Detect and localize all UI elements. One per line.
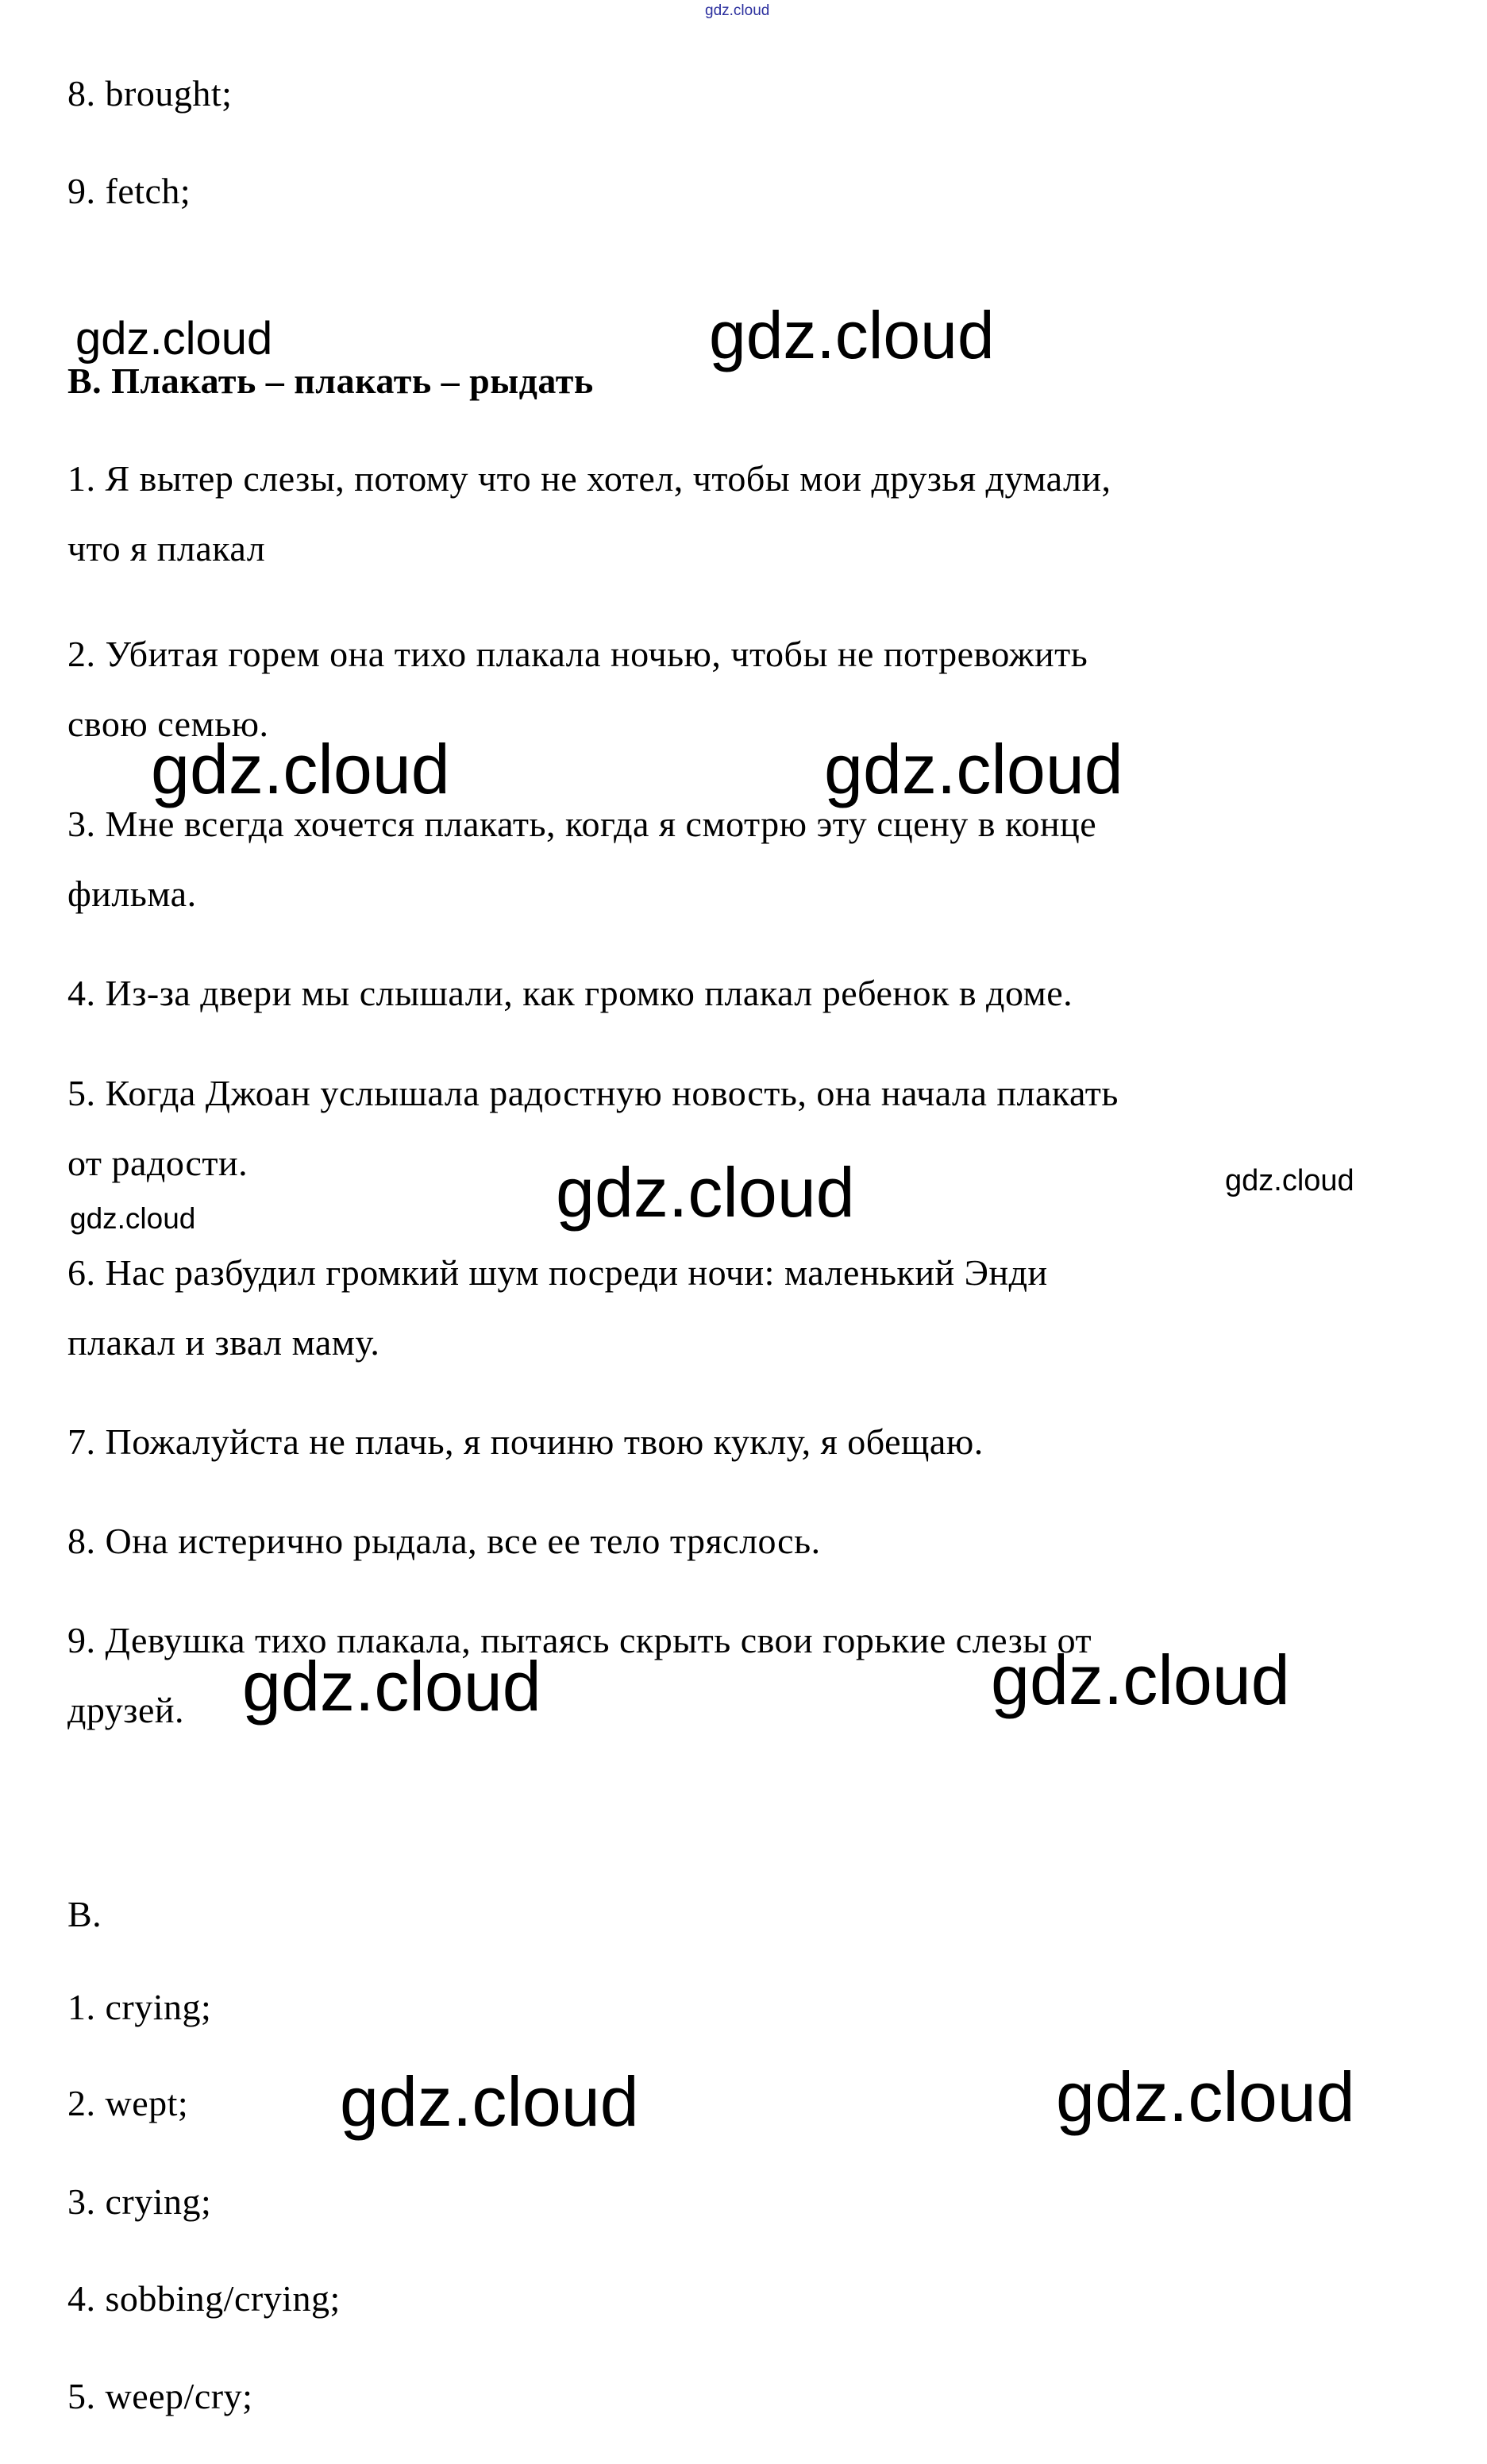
watermark-heading-left: gdz.cloud	[75, 313, 273, 364]
item-6-line-2: плакал и звал маму.	[67, 1322, 380, 1363]
watermark-row2-small-left: gdz.cloud	[70, 1202, 196, 1235]
item-4-line-1: 4. Из-за двери мы слышали, как громко плакал ребенок в доме.	[67, 973, 1073, 1013]
watermark-row3-left: gdz.cloud	[242, 1647, 541, 1726]
item-6-line-1: 6. Нас разбудил громкий шум посреди ночи: маленький Энди	[67, 1252, 1048, 1293]
item-8-line-1: 8. Она истерично рыдала, все ее тело тряслось.	[67, 1521, 821, 1561]
answer-line-1: 1. crying;	[67, 1987, 212, 2027]
section-heading: В. Плакать – плакать – рыдать	[67, 361, 594, 401]
intro-answer-line: 8. brought;	[67, 73, 233, 114]
item-3-line-1: 3. Мне всегда хочется плакать, когда я смотрю эту сцену в конце	[67, 804, 1097, 844]
answers-label: В.	[67, 1894, 102, 1934]
watermark-row1-left: gdz.cloud	[151, 730, 450, 808]
watermark-row2-center: gdz.cloud	[556, 1153, 855, 1232]
watermark-row2-right: gdz.cloud	[1225, 1164, 1354, 1197]
item-2-line-1: 2. Убитая горем она тихо плакала ночью, чтобы не потревожить	[67, 634, 1088, 674]
item-1-line-2: что я плакал	[67, 528, 266, 569]
item-9-line-2: друзей.	[67, 1690, 185, 1730]
watermark-heading-center: gdz.cloud	[709, 298, 995, 372]
item-1-line-1: 1. Я вытер слезы, потому что не хотел, чтобы мои друзья думали,	[67, 458, 1111, 499]
intro-answer-line: 9. fetch;	[67, 171, 191, 211]
item-5-line-1: 5. Когда Джоан услышала радостную новость, она начала плакать	[67, 1073, 1119, 1113]
answer-line-5: 5. weep/cry;	[67, 2376, 253, 2416]
item-9-line-1: 9. Девушка тихо плакала, пытаясь скрыть свои горькие слезы от	[67, 1620, 1092, 1660]
watermark-row4-center: gdz.cloud	[340, 2062, 639, 2141]
answer-line-3: 3. crying;	[67, 2181, 212, 2222]
item-7-line-1: 7. Пожалуйста не плачь, я починю твою куклу, я обещаю.	[67, 1421, 984, 1462]
answer-line-2: 2. wept;	[67, 2083, 189, 2123]
watermark-top: gdz.cloud	[705, 2, 770, 19]
watermark-row1-right: gdz.cloud	[824, 730, 1123, 808]
watermark-row4-right: gdz.cloud	[1056, 2057, 1355, 2136]
answer-line-4: 4. sobbing/crying;	[67, 2278, 341, 2319]
item-3-line-2: фильма.	[67, 873, 197, 914]
item-5-line-2: от радости.	[67, 1143, 248, 1183]
watermark-row3-right: gdz.cloud	[991, 1641, 1290, 1719]
item-2-line-2: свою семью.	[67, 704, 269, 744]
